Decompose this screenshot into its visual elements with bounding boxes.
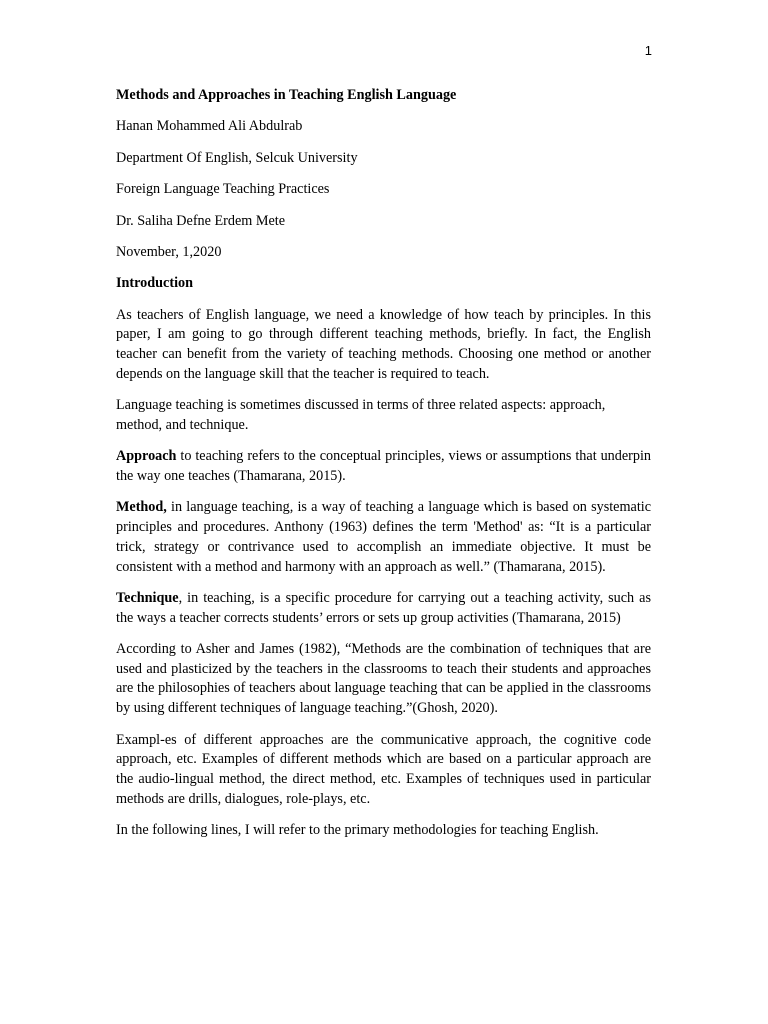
paragraph-approach: [116, 447, 651, 486]
paragraph-closing: In the following lines, I will refer to the primary methodologies for teaching English.: [116, 822, 599, 839]
section-heading-introduction: Introduction: [116, 275, 193, 292]
document-title: Methods and Approaches in Teaching English Language: [116, 87, 457, 103]
paragraph-technique: [116, 589, 651, 628]
document-body: [116, 86, 651, 852]
paragraph-asher-james: According to Asher and James (1982), “Methods are the combination of techniques that are used and plasticized by the teachers in the classrooms to teach their students and approaches are the philosophies of teachers about language teaching that can be applied in the classrooms by using different techniques of language teaching.”(Ghosh, 2020).: [116, 641, 651, 717]
term-technique: Technique: [116, 589, 179, 606]
course-name: Foreign Language Teaching Practices: [116, 181, 330, 198]
paragraph-examples: Exampl-es of different approaches are the communicative approach, the cognitive code approach, etc. Examples of different methods which are based on a particular approach are the audio-lingual method, the direct method, etc. Examples of techniques used in particular methods are drills, dialogues, role-plays, etc.: [116, 731, 651, 807]
instructor-name: Dr. Saliha Defne Erdem Mete: [116, 212, 286, 229]
technique-definition: , in teaching, is a specific procedure for carrying out a teaching activity, such as the ways a teacher corrects students’ errors or sets up group activities (Thamarana, 2015): [116, 589, 651, 626]
term-approach: Approach: [116, 448, 177, 465]
paragraph-method: [116, 498, 651, 577]
page-number: 1: [644, 43, 652, 58]
paragraph-1: As teachers of English language, we need a knowledge of how teach by principles. In this paper, I am going to go through different teaching methods, briefly. In fact, the English teacher can benefit from the variety of teaching methods. Choosing one method or another depends on the language skill that the teacher is required to teach.: [116, 306, 651, 382]
author-name: Hanan Mohammed Ali Abdulrab: [116, 118, 303, 135]
method-definition: in language teaching, is a way of teaching a language which is based on systematic principles and procedures. Anthony (1963) defines the term 'Method' as: “It is a particular trick, strategy or contrivance used to accomplish an immediate objective. It must be consistent with a method and harmony with an approach as well.” (Thamarana, 2015).: [116, 499, 651, 575]
approach-definition: to teaching refers to the conceptual principles, views or assumptions that underpin the way one teaches (Thamarana, 2015).: [116, 448, 651, 485]
paragraph-2: Language teaching is sometimes discussed in terms of three related aspects: approach, method, and technique.: [116, 397, 606, 433]
department-line: Department Of English, Selcuk University: [116, 149, 358, 166]
term-method: Method,: [116, 499, 167, 516]
document-date: November, 1,2020: [116, 243, 222, 260]
